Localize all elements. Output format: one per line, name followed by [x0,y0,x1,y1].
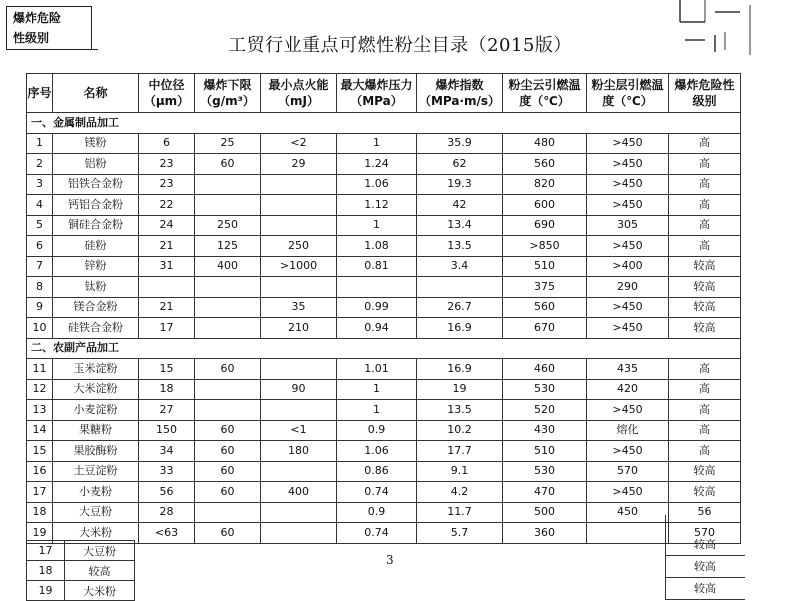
table-cell [261,359,337,380]
table-cell: 670 [503,318,587,339]
fragment-right-cell: 较高 [665,557,745,578]
table-cell: 19.3 [417,174,503,195]
table-cell: 硅粉 [53,236,139,257]
table-cell: 2 [27,154,53,175]
table-cell: 0.99 [337,297,417,318]
table-cell: 3.4 [417,256,503,277]
fragment-cell: 18 [27,561,65,581]
table-cell [195,297,261,318]
table-cell: 0.81 [337,256,417,277]
table-cell: >1000 [261,256,337,277]
table-cell: 375 [503,277,587,298]
table-cell: 铝铁合金粉 [53,174,139,195]
table-cell: 21 [139,236,195,257]
table-row [27,502,741,523]
table-cell: 硅铁合金粉 [53,318,139,339]
table-cell: 1.12 [337,195,417,216]
table-cell: 470 [503,482,587,503]
table-cell: 镁粉 [53,133,139,154]
table-cell: 35.9 [417,133,503,154]
table-row [27,236,741,257]
table-cell: 60 [195,441,261,462]
table-cell [139,277,195,298]
table-cell: 高 [669,236,741,257]
table-cell: 7 [27,256,53,277]
table-cell: 480 [503,133,587,154]
fragment-cell: 大米粉 [65,581,135,601]
table-cell: 铜硅合金粉 [53,215,139,236]
table-cell: 13 [27,400,53,421]
table-cell: 1.01 [337,359,417,380]
table-cell: 1 [337,400,417,421]
table-cell: 56 [139,482,195,503]
table-cell: 19 [27,523,53,544]
table-cell: 大米粉 [53,523,139,544]
fragment-cell: 较高 [65,561,135,581]
table-cell [195,277,261,298]
table-cell: 高 [669,400,741,421]
table-cell: 520 [503,400,587,421]
table-cell: 16.9 [417,318,503,339]
table-cell: 23 [139,154,195,175]
table-cell: >450 [587,482,669,503]
table-cell: >450 [587,441,669,462]
dust-catalog-table [26,73,741,544]
table-row [27,133,741,154]
table-cell: 9 [27,297,53,318]
table-cell: 33 [139,461,195,482]
table-cell: 1 [337,133,417,154]
table-cell: 12 [27,379,53,400]
table-cell: 570 [669,523,741,544]
table-cell [195,174,261,195]
table-cell: 13.5 [417,236,503,257]
table-cell: 1 [337,215,417,236]
table-cell: 果糖粉 [53,420,139,441]
table-cell: 高 [669,379,741,400]
table-cell: 60 [195,482,261,503]
table-cell: 27 [139,400,195,421]
table-cell [261,277,337,298]
table-cell: 10 [27,318,53,339]
table-cell: 果胶酶粉 [53,441,139,462]
table-cell: 60 [195,154,261,175]
table-cell [337,277,417,298]
table-cell: 大豆粉 [53,502,139,523]
header-cell: 爆炸下限（g/m³） [195,74,261,113]
table-cell: 13.5 [417,400,503,421]
table-cell: 305 [587,215,669,236]
table-cell: 13.4 [417,215,503,236]
table-cell: >450 [587,133,669,154]
table-row [27,256,741,277]
table-cell: 34 [139,441,195,462]
table-cell: 小麦淀粉 [53,400,139,421]
table-row [27,174,741,195]
table-cell: 400 [195,256,261,277]
table-header-row [27,74,741,113]
section-row [27,338,741,359]
table-row [27,400,741,421]
table-cell: 铝粉 [53,154,139,175]
table-cell: >450 [587,195,669,216]
table-cell: 290 [587,277,669,298]
table-cell: 820 [503,174,587,195]
table-row [27,482,741,503]
table-cell [195,400,261,421]
table-cell: 0.86 [337,461,417,482]
section-title: 二、农副产品加工 [27,338,741,359]
table-cell: 大米淀粉 [53,379,139,400]
table-cell: 18 [139,379,195,400]
header-cell: 序号 [27,74,53,113]
table-cell: 6 [27,236,53,257]
section-row [27,113,741,134]
table-cell: 450 [587,502,669,523]
table-row [27,420,741,441]
table-cell: 250 [195,215,261,236]
table-cell: 高 [669,174,741,195]
table-cell: <63 [139,523,195,544]
section-title: 一、金属制品加工 [27,113,741,134]
table-cell: 高 [669,420,741,441]
table-cell: 1 [337,379,417,400]
fragment-body [27,541,135,601]
table-cell: 小麦粉 [53,482,139,503]
table-cell: 60 [195,523,261,544]
table-cell: 690 [503,215,587,236]
table-cell [261,523,337,544]
fragment-row [27,541,135,561]
table-cell: 1.08 [337,236,417,257]
fragment-right-cell: 较高 [665,579,745,600]
header-cell: 爆炸危险性级别 [669,74,741,113]
fragment-right-cell: 较高 [665,535,745,556]
table-cell: 430 [503,420,587,441]
table-cell [261,400,337,421]
table-cell: 500 [503,502,587,523]
table-cell: 60 [195,359,261,380]
table-row [27,195,741,216]
table-cell: 11.7 [417,502,503,523]
table-row [27,441,741,462]
table-cell: 22 [139,195,195,216]
table-cell: 钙铝合金粉 [53,195,139,216]
table-cell: 42 [417,195,503,216]
table-cell: 15 [27,441,53,462]
table-cell: 1 [27,133,53,154]
table-cell: >450 [587,236,669,257]
table-row [27,297,741,318]
table-cell: 19 [417,379,503,400]
table-row [27,359,741,380]
table-cell: 5.7 [417,523,503,544]
table-cell: 420 [587,379,669,400]
table-row [27,461,741,482]
table-cell: 较高 [669,277,741,298]
table-cell: 560 [503,297,587,318]
table-cell: 镁合金粉 [53,297,139,318]
fragment-cell: 19 [27,581,65,601]
table-cell: 土豆淀粉 [53,461,139,482]
table-cell: 28 [139,502,195,523]
table-cell: 35 [261,297,337,318]
table-cell: 较高 [669,318,741,339]
table-cell: <1 [261,420,337,441]
table-cell: 62 [417,154,503,175]
header-cell: 最小点火能（mJ） [261,74,337,113]
table-cell: 0.74 [337,482,417,503]
table-cell: 125 [195,236,261,257]
table-cell: 0.94 [337,318,417,339]
table-body [27,113,741,544]
table-cell: 560 [503,154,587,175]
table-cell: 460 [503,359,587,380]
table-cell [261,174,337,195]
header-cell: 中位径（μm） [139,74,195,113]
table-cell: 570 [587,461,669,482]
table-cell: >850 [503,236,587,257]
table-cell: 60 [195,461,261,482]
table-cell: 8 [27,277,53,298]
table-cell: 16 [27,461,53,482]
table-cell: 17 [139,318,195,339]
table-cell: 29 [261,154,337,175]
table-cell: >450 [587,400,669,421]
overlapping-fragment-table [26,540,135,601]
table-cell: 510 [503,441,587,462]
header-cell: 粉尘层引燃温度（℃） [587,74,669,113]
table-cell: 9.1 [417,461,503,482]
table-cell: 210 [261,318,337,339]
table-cell: >450 [587,154,669,175]
header-cell: 最大爆炸压力（MPa） [337,74,417,113]
fragment-row [27,581,135,601]
fragment-cell: 17 [27,541,65,561]
table-cell: 熔化 [587,420,669,441]
table-row [27,277,741,298]
table-cell: 15 [139,359,195,380]
table-cell [417,277,503,298]
table-cell: 180 [261,441,337,462]
table-cell: 31 [139,256,195,277]
table-cell: 17 [27,482,53,503]
table-cell: 600 [503,195,587,216]
table-cell: 较高 [669,482,741,503]
table-cell: 0.9 [337,502,417,523]
table-cell: 1.24 [337,154,417,175]
table-cell: >400 [587,256,669,277]
table-cell: 435 [587,359,669,380]
table-cell: 11 [27,359,53,380]
table-cell: 510 [503,256,587,277]
table-cell: 250 [261,236,337,257]
table-cell [195,318,261,339]
table-cell: 较高 [669,256,741,277]
table-cell [261,195,337,216]
table-cell: 高 [669,195,741,216]
table-cell: 1.06 [337,174,417,195]
table-cell: 较高 [669,297,741,318]
table-cell: 360 [503,523,587,544]
table-cell [195,502,261,523]
table-cell: 4 [27,195,53,216]
header-cell: 爆炸指数（MPa·m/s） [417,74,503,113]
table-row [27,215,741,236]
table-cell: 60 [195,420,261,441]
document-title: 工贸行业重点可燃性粉尘目录（2015版） [228,35,572,56]
table-cell [195,379,261,400]
table-cell: 较高 [669,461,741,482]
table-cell: 18 [27,502,53,523]
table-cell [261,502,337,523]
table-cell: 400 [261,482,337,503]
table-cell: 玉米淀粉 [53,359,139,380]
table-cell: 高 [669,154,741,175]
table-cell: 16.9 [417,359,503,380]
table-cell: 56 [669,502,741,523]
table-cell: 高 [669,359,741,380]
table-cell: 5 [27,215,53,236]
table-cell: 25 [195,133,261,154]
table-cell: 26.7 [417,297,503,318]
table-cell: 6 [139,133,195,154]
table-cell: 17.7 [417,441,503,462]
table-cell: 21 [139,297,195,318]
table-cell: >450 [587,174,669,195]
fragment-row [27,561,135,581]
table-row [27,379,741,400]
table-cell: >450 [587,318,669,339]
fragment-cell: 大豆粉 [65,541,135,561]
header-cell: 粉尘云引燃温度（℃） [503,74,587,113]
hazard-tag-line2: 性级别 [13,31,50,45]
table-cell: 14 [27,420,53,441]
table-row [27,154,741,175]
table-cell: 10.2 [417,420,503,441]
table-cell: <2 [261,133,337,154]
table-cell: 高 [669,133,741,154]
table-cell: 530 [503,461,587,482]
page-number: 3 [386,553,394,567]
hazard-tag-line1: 爆炸危险 [13,11,62,25]
table-cell: 90 [261,379,337,400]
table-cell: 0.74 [337,523,417,544]
table-cell: 4.2 [417,482,503,503]
table-cell [587,523,669,544]
table-cell: 1.06 [337,441,417,462]
table-cell: 钛粉 [53,277,139,298]
table-row [27,318,741,339]
table-cell [261,461,337,482]
table-cell [195,195,261,216]
table-cell: 高 [669,441,741,462]
table-cell [261,215,337,236]
table-cell: 0.9 [337,420,417,441]
table-cell: 3 [27,174,53,195]
table-cell: 530 [503,379,587,400]
header-cell: 名称 [53,74,139,113]
table-cell: 锌粉 [53,256,139,277]
table-cell: 24 [139,215,195,236]
table-cell: 高 [669,215,741,236]
table-cell: >450 [587,297,669,318]
table-cell: 23 [139,174,195,195]
table-cell: 150 [139,420,195,441]
